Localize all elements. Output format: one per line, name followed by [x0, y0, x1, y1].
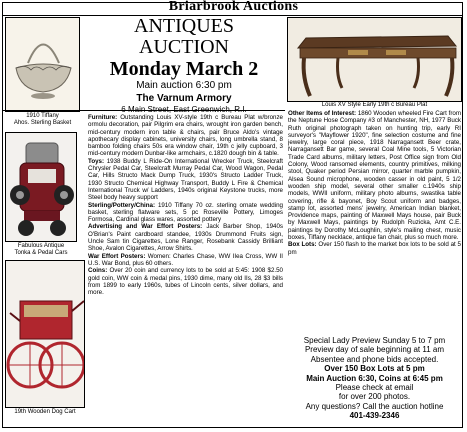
furniture-paragraph [88, 114, 283, 158]
advertising-paragraph [88, 223, 283, 252]
truck-caption-line1: Fabulous Antique [17, 243, 65, 249]
sterling-label: Sterling/Pottery/China: [88, 201, 156, 209]
schedule-preview-day: Preview day of sale beginning at 11 am [304, 345, 445, 355]
schedule-email: Please check at email [335, 383, 414, 393]
headline-line2: AUCTION [139, 36, 229, 58]
cart-photo [5, 260, 85, 408]
toys-paragraph [88, 158, 283, 202]
furniture-text: Outstanding Louis XV-style 19th c Bureau Plat w/bronze ormolu decoration, pair Pilgrim era chairs, wrought iron garden bench, mid-century modern iron table & chairs, pair Bruce Aldo's vintage apothecary display cabinets, university chairs, long umbrella stand, 8 bamboo folding chairs 50s era window chair, 19th c jelly cupboard, 3 mid-century modern Dunbar-like armchairs, c.1820 dough bin & table. [88, 114, 283, 158]
basket-caption-line1: 1910 Tiffany [26, 113, 59, 119]
other-items-paragraph [288, 110, 461, 241]
schedule-main-auction: Main Auction 6:30, Coins at 6:45 pm [306, 373, 443, 383]
truck-photo [5, 132, 77, 242]
truck-caption [5, 243, 77, 257]
desk-photo [287, 17, 462, 102]
truck-illustration [6, 133, 77, 242]
toys-label: Toys: [88, 157, 105, 165]
schedule-box-lots: Over 150 Box Lots at 5 pm [324, 364, 425, 374]
auction-time: Main auction 6:30 pm [136, 80, 232, 91]
basket-caption-line2: Ahos. Sterling Basket [13, 120, 72, 126]
war-posters-label: War Effort Posters: [88, 252, 146, 260]
headline-rule [3, 110, 285, 111]
basket-photo [5, 17, 80, 112]
coins-text: Over 20 coin and currency lots to be sold at 5:45: 1908 $2.50 gold coin, WW coin & medal pins, 1930 dime, many old IIs, 28 $3 bills from 1899 to early 1960s, tubes of Lincoln cents, silver dollars, and more. [88, 267, 283, 297]
box-lots-paragraph [288, 241, 461, 256]
cart-caption: 19th Wooden Dog Cart [14, 409, 76, 415]
right-text-column [288, 110, 461, 332]
coins-label: Coins: [88, 267, 108, 275]
schedule-bids: Absentee and phone bids accepted. [310, 354, 439, 364]
box-lots-label: Box Lots: [288, 241, 317, 249]
coins-paragraph [88, 267, 283, 296]
auction-address: 6 Main Street, East Greenwich, R.I. [121, 105, 247, 114]
war-posters-text: Women: Charles Chase, WW IIea Cross, WW II U.S. War Bond, plus 60 others. [88, 252, 283, 267]
war-posters-paragraph [88, 253, 283, 268]
other-items-text: 1860 Wooden wheeled Fire Cart from the Neptune Hose Company #3 of Manchester, NH, 1977 Buck Ruth original photograph taken on hunting trip, early RI surveyor's "Mayflower 1920", fine selection costume and fine jewelry, large coral piece, 1918 Narragansett Beer crate, Narragansett Bar game, several Coal Mine tools, 5 Victorian Trade Card albums, military letters, Post Office sign from Old Colony, Wood ransomed elements, country primitives, milking stool, Quaker period Persian mirror, quarter marble pumpkin, Alsea Sound microphone, wooden casser in old paint, 5 1/2 wooden ship model, several other smaller c.1940s ship models, WWII uniform, military photo albums, swastika table covering, rifle & bayonet, Boy Scout uniform and badges, stamp lot, assorted mens' jewelry, American Indian blanket, Providence maps, painting of Maxwell Mays house, pair Buck by Maxwell Mays, paintings by Rudolph Ruzicka, Amt C.E. paintings by Dorothy McLoughlin, style's mailing chest, music boxes, Tiffany necklace, antique fan chair, plus so much more. [288, 110, 461, 242]
left-text-column [88, 114, 283, 424]
desk-illustration [288, 18, 462, 102]
banner-title: Briarbrook Auctions [168, 0, 299, 14]
basket-caption [5, 113, 80, 127]
headline-block [84, 16, 284, 115]
auction-date: Monday March 2 [109, 58, 259, 80]
advertising-label: Advertising and War Effort Posters: [88, 223, 203, 231]
schedule-photos: for over 200 photos. [338, 392, 411, 402]
toys-text: 1938 Buddy L Ride-On International Wrecker Truck, Steelcraft Chrysler Pedal Car, Steelcraft Murray Pedal Car, Wood Wagon, Pedal Car, Hills Structo Mack Dump Truck, 1930's Structo Ladder Truck, 1930 Structo Chemical Highway Transport, Buddy L Fire & Chemical International Truck w/ Ladders, 1940s original Keystone trucks, more Steel body heavy support [88, 157, 283, 202]
truck-caption-line2: Tonka & Pedal Cars [14, 250, 68, 256]
furniture-label: Furniture: [88, 114, 118, 121]
hotline-phone: 401-439-2346 [349, 411, 400, 421]
schedule-block [288, 336, 461, 421]
box-lots-text: Over 150 flash to the market box lots to be sold at 5 pm [288, 241, 461, 256]
other-items-label: Other Items of Interest: [288, 110, 357, 117]
advertising-text: Jack Barber Shop, 1940s O'Brian's Paint cardboard standee, 1930s Drummond Fruits sign, Uncle Sam tin Cigarettes, Lone Ranger, Rosebank Cassidy Brilliant Shoe, Avalon Cigarettes, Arrow Shirts. [88, 223, 283, 253]
cart-illustration [6, 261, 85, 408]
headline-line1: ANTIQUES [134, 15, 234, 37]
sterling-paragraph [88, 202, 283, 224]
schedule-hotline-text: Any questions? Call the auction hotline [305, 401, 444, 411]
schedule-preview-sunday: Special Lady Preview Sunday 5 to 7 pm [303, 336, 446, 345]
sterling-text: 1910 Tiffany 70 oz. sterling ornate wedding basket, sterling flatware sets, 5 pc Roseville Pottery, Limoges Formosa, Cardinal glass wares, assorted pottery [88, 201, 283, 224]
basket-illustration [6, 18, 80, 112]
desk-caption: Louis XV Style Early 19th c Bureau Plat [321, 102, 428, 108]
auction-venue: The Varnum Armory [136, 93, 232, 104]
